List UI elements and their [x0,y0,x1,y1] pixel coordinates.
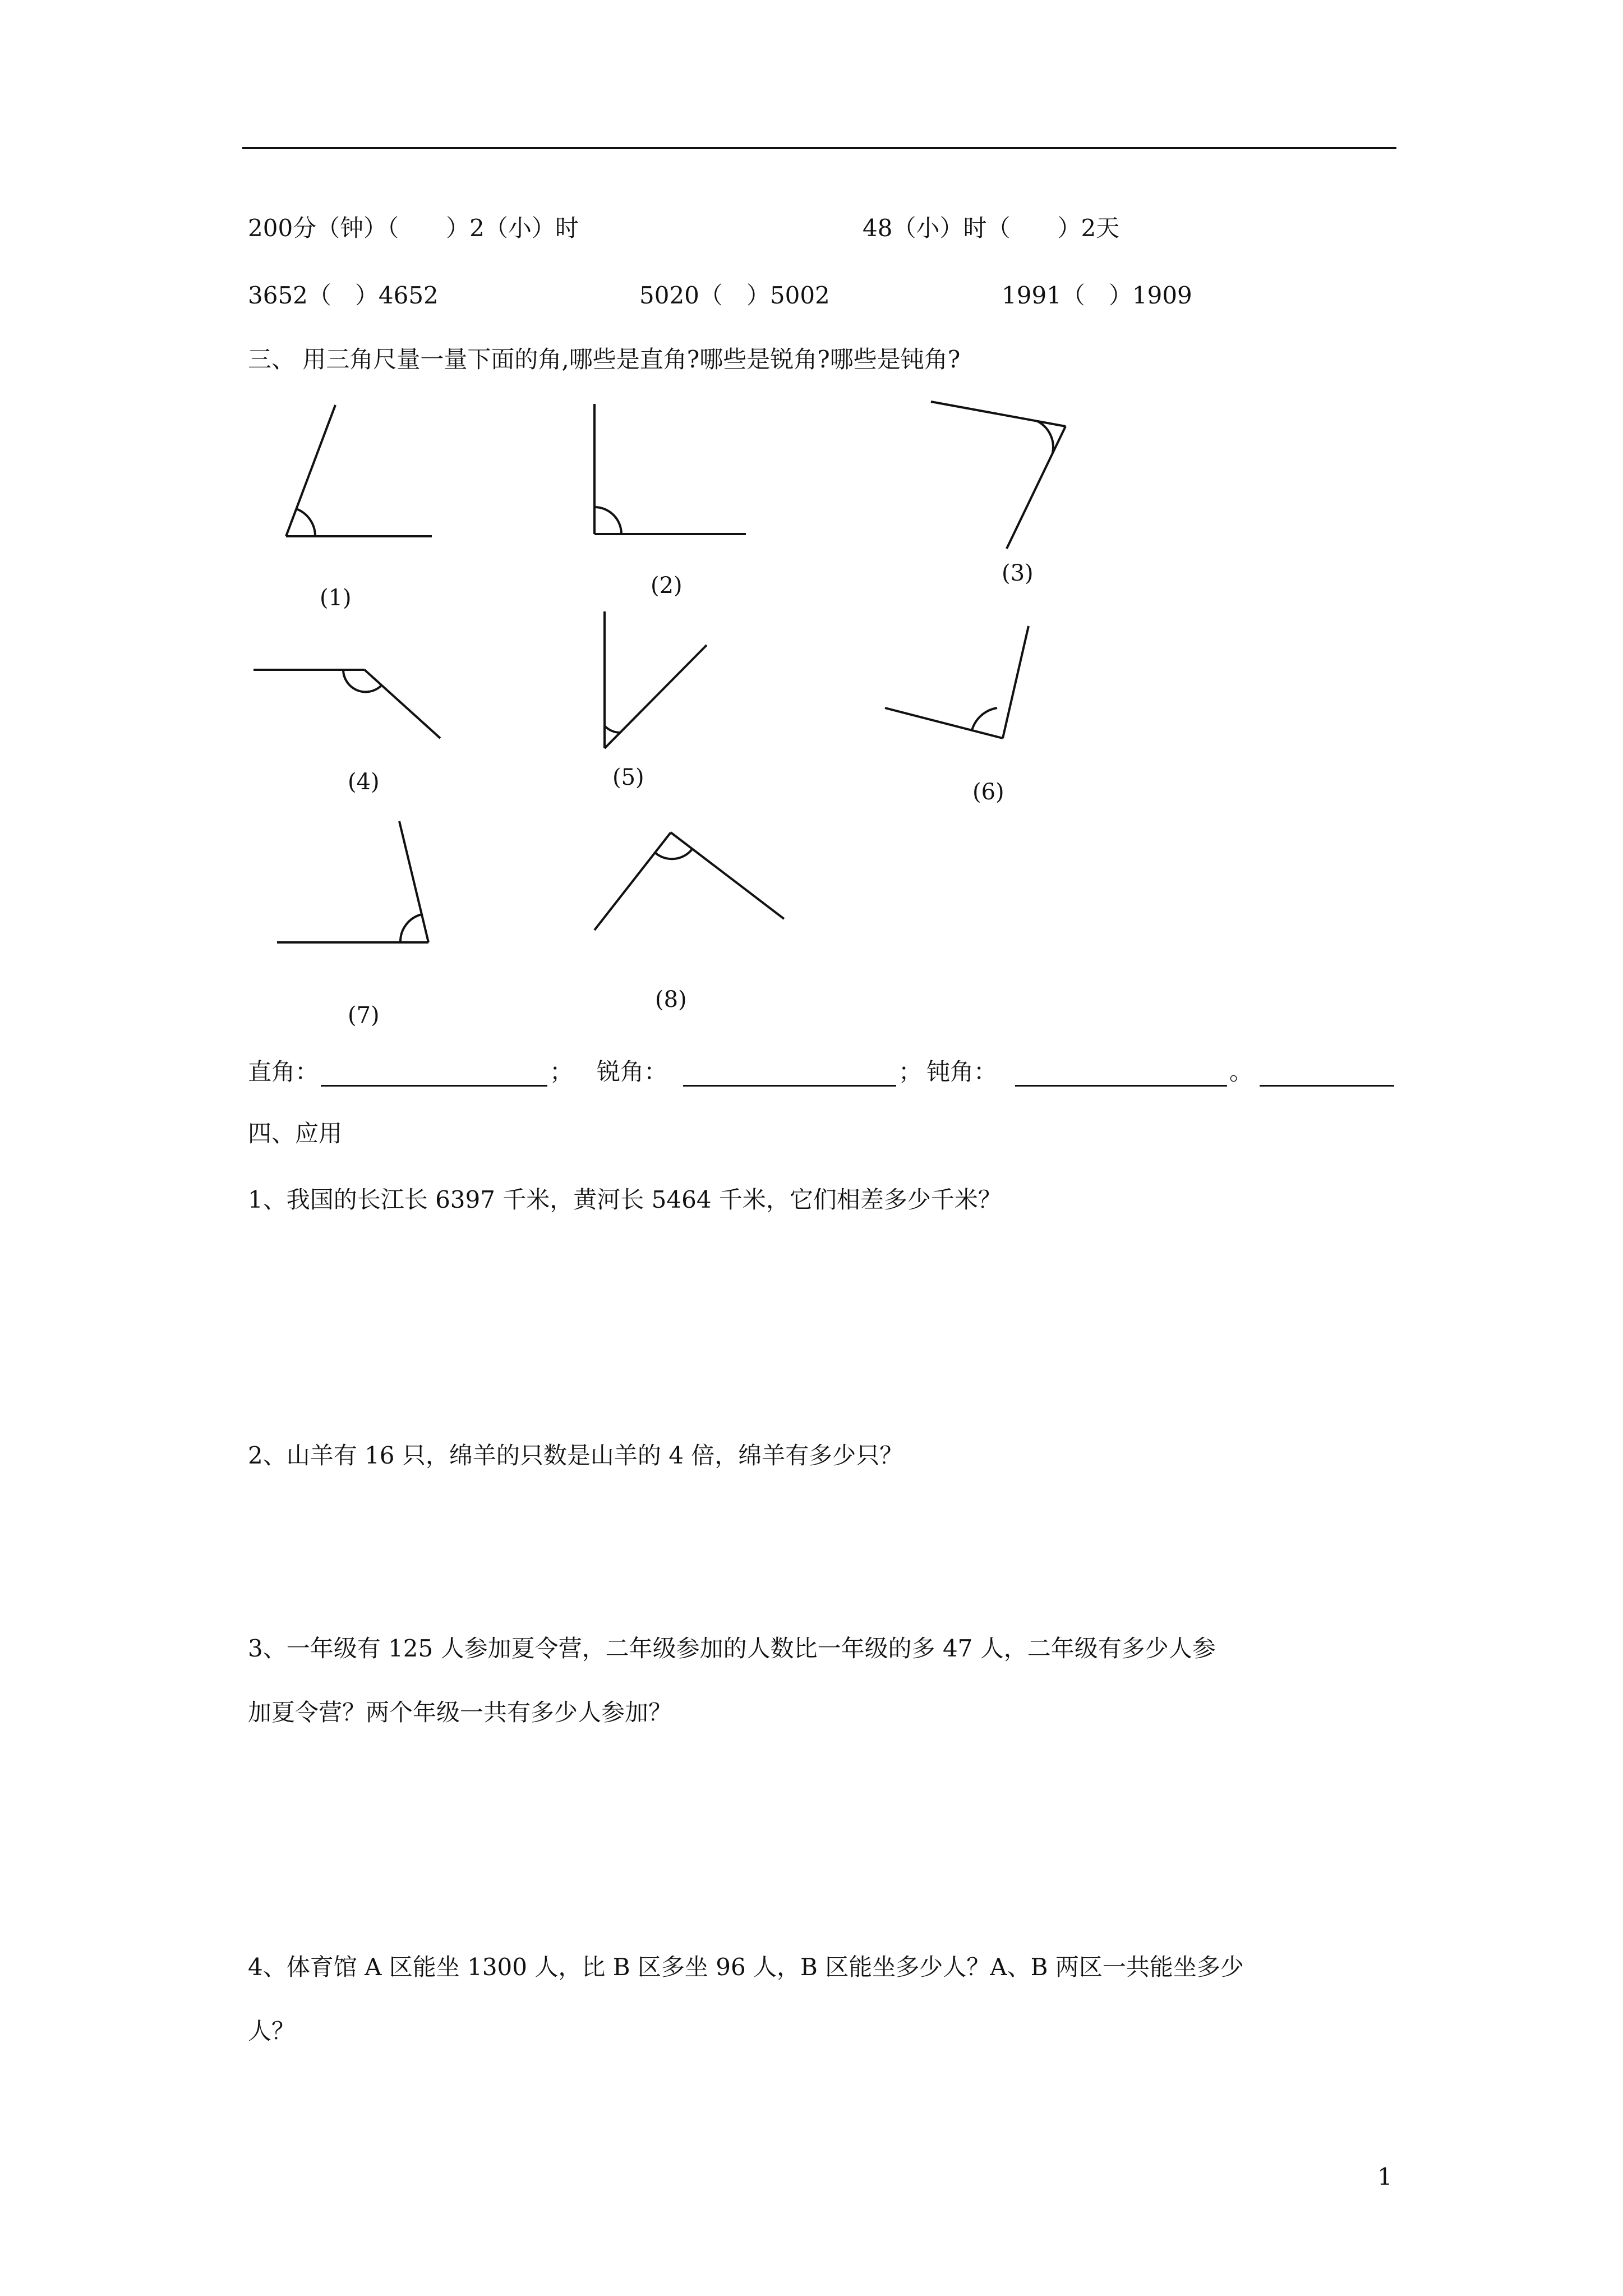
question-4-line-1: 4、体育馆 A 区能坐 1300 人，比 B 区多坐 96 人，B 区能坐多少人？A、B 两区一共能坐多少 [248,1953,1244,1981]
compare-number-1: 3652（ ）4652 [248,282,439,309]
separator-1: ； [550,1058,574,1085]
question-3-line-1: 3、一年级有 125 人参加夏令营，二年级参加的人数比一年级的多 47 人，二年级有多少人参 [248,1635,1216,1662]
compare-number-2: 5020（ ）5002 [639,282,830,309]
angle-label-8: (8) [655,987,687,1013]
obtuse-angle-answer-blank[interactable] [1015,1085,1227,1087]
angle-figure-5 [605,611,707,748]
angle-figure-8 [594,832,784,930]
section3-heading: 三、 用三角尺量一量下面的角,哪些是直角?哪些是锐角?哪些是钝角? [248,346,961,373]
angle-label-1: (1) [320,585,352,611]
angle-label-5: (5) [612,765,644,790]
compare-time-2: 48（小）时（ ）2天 [863,214,1120,242]
angle-label-7: (7) [348,1002,380,1028]
page-number: 1 [1377,2163,1393,2191]
separator-2: ； [898,1058,923,1085]
compare-time-1: 200分（钟）（ ）2（小）时 [248,214,579,242]
angle-label-4: (4) [348,769,380,795]
right-angle-answer-blank[interactable] [321,1085,547,1087]
sentence-end: 。 [1229,1058,1253,1085]
right-angle-label: 直角： [248,1058,319,1085]
angle-figure-2 [594,404,746,534]
question-3-line-2: 加夏令营？两个年级一共有多少人参加？ [248,1699,672,1726]
angle-figure-4 [253,670,440,738]
angle-figure-7 [277,821,428,942]
extra-answer-blank[interactable] [1260,1085,1394,1087]
acute-angle-label: 锐角： [597,1058,668,1085]
angle-label-2: (2) [651,573,683,599]
compare-number-3: 1991（ ）1909 [1002,282,1192,309]
question-1: 1、我国的长江长 6397 千米，黄河长 5464 千米，它们相差多少千米？ [248,1186,1002,1213]
angle-label-6: (6) [972,779,1004,805]
obtuse-angle-label: 钝角： [926,1058,998,1085]
angle-figure-6 [885,626,1029,738]
section4-heading: 四、应用 [248,1120,343,1147]
angle-figure-3 [931,402,1066,549]
angle-figure-1 [286,405,432,536]
acute-angle-answer-blank[interactable] [683,1085,896,1087]
question-4-line-2: 人？ [248,2017,296,2045]
question-2: 2、山羊有 16 只，绵羊的只数是山羊的 4 倍，绵羊有多少只？ [248,1442,903,1469]
angle-label-3: (3) [1002,560,1034,586]
